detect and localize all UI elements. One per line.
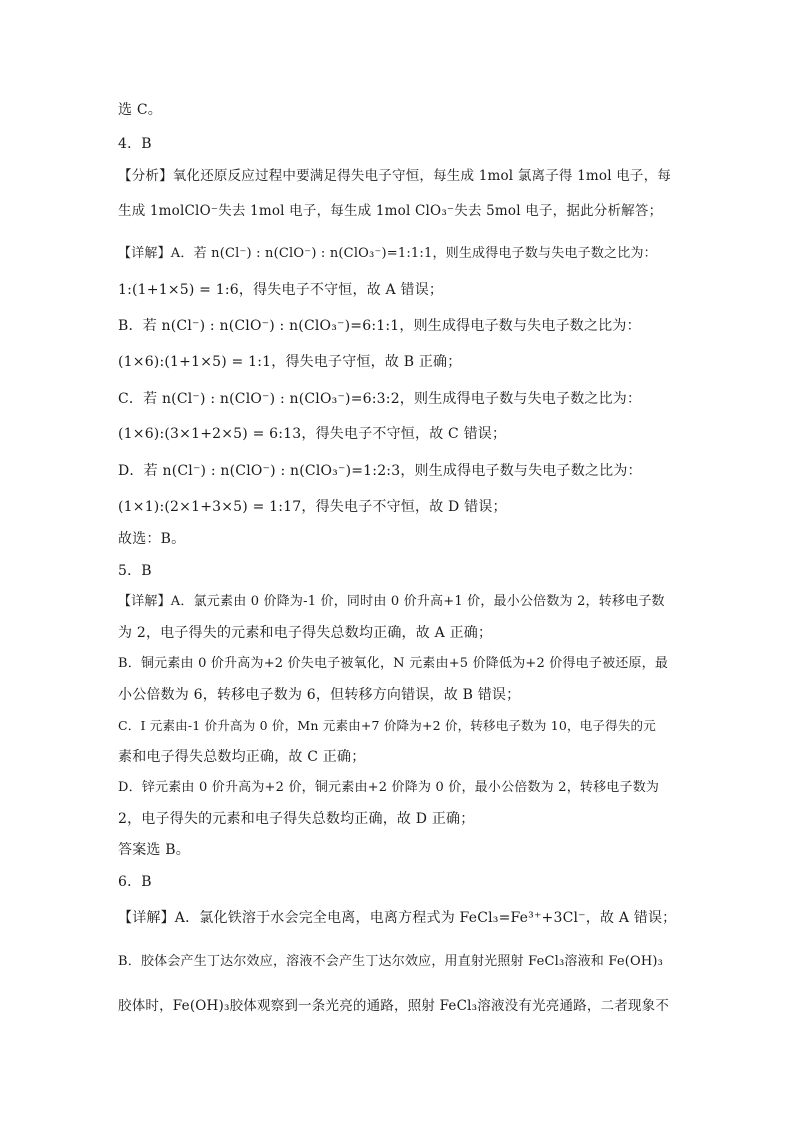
detail-line: (1×6):(1+1×5) = 1:1，得失电子守恒，故 B 正确； [118, 354, 462, 370]
detail-line: 素和电子得失总数均正确，故 C 正确； [118, 749, 366, 765]
detail-line: 小公倍数为 6，转移电子数为 6，但转移方向错误，故 B 错误； [118, 687, 521, 703]
analysis-line: 【分析】氧化还原反应过程中要满足得失电子守恒，每生成 1mol 氯离子得 1mol 电子，每 [118, 168, 672, 184]
detail-line: 胶体时，Fe(OH)₃胶体观察到一条光亮的通路，照射 FeCl₃溶液没有光亮通路，二者现象不 [118, 998, 670, 1014]
detail-line: C．若 n(Cl⁻) : n(ClO⁻) : n(ClO₃⁻)=6:3:2，则生成得电子数与失电子数之比为： [118, 391, 642, 407]
detail-line: 1:(1+1×5) = 1:6，得失电子不守恒，故 A 错误； [118, 282, 444, 298]
detail-line: D．若 n(Cl⁻) : n(ClO⁻) : n(ClO₃⁻)=1:2:3，则生成得电子数与失电子数之比为： [118, 463, 642, 479]
detail-line: B．铜元素由 0 价升高为+2 价失电子被氧化，N 元素由+5 价降低为+2 价得电子被还原，最 [118, 656, 669, 671]
detail-line: C．I 元素由-1 价升高为 0 价，Mn 元素由+7 价降为+2 价，转移电子数为 10，电子得失的元 [118, 718, 656, 733]
detail-line: B．若 n(Cl⁻) : n(ClO⁻) : n(ClO₃⁻)=6:1:1，则生成得电子数与失电子数之比为： [118, 318, 641, 334]
detail-line: D．锌元素由 0 价升高为+2 价，铜元素由+2 价降为 0 价，最小公倍数为 2，转移电子数为 [118, 780, 660, 795]
detail-line: 【详解】A．氯化铁溶于水会完全电离，电离方程式为 FeCl₃=Fe³⁺+3Cl⁻，故 A 错误； [118, 910, 677, 926]
detail-line: 为 2，电子得失的元素和电子得失总数均正确，故 A 正确； [118, 625, 493, 641]
detail-line: B．胶体会产生丁达尔效应，溶液不会产生丁达尔效应，用直射光照射 FeCl₃溶液和 Fe(OH)₃ [118, 954, 664, 969]
question-number: 5．B [118, 563, 152, 579]
text-line: 选 C。 [118, 102, 162, 118]
detail-line: (1×6):(3×1+2×5) = 6:13，得失电子不守恒，故 C 错误； [118, 426, 507, 442]
question-number: 4．B [118, 136, 152, 152]
text-line: 答案选 B。 [118, 842, 190, 858]
question-number: 6．B [118, 874, 152, 890]
detail-line: (1×1):(2×1+3×5) = 1:17，得失电子不守恒，故 D 错误； [118, 499, 507, 515]
detail-line: 【详解】A．氯元素由 0 价降为-1 价，同时由 0 价升高+1 价，最小公倍数为 2，转移电子数 [118, 594, 665, 609]
detail-line: 【详解】A．若 n(Cl⁻) : n(ClO⁻) : n(ClO₃⁻)=1:1:1，则生成得电子数与失电子数之比为： [118, 246, 657, 261]
text-line: 故选：B。 [118, 531, 186, 547]
analysis-line: 生成 1molClO⁻失去 1mol 电子，每生成 1mol ClO₃⁻失去 5mol 电子，据此分析解答； [118, 203, 663, 219]
detail-line: 2，电子得失的元素和电子得失总数均正确，故 D 正确； [118, 811, 475, 827]
